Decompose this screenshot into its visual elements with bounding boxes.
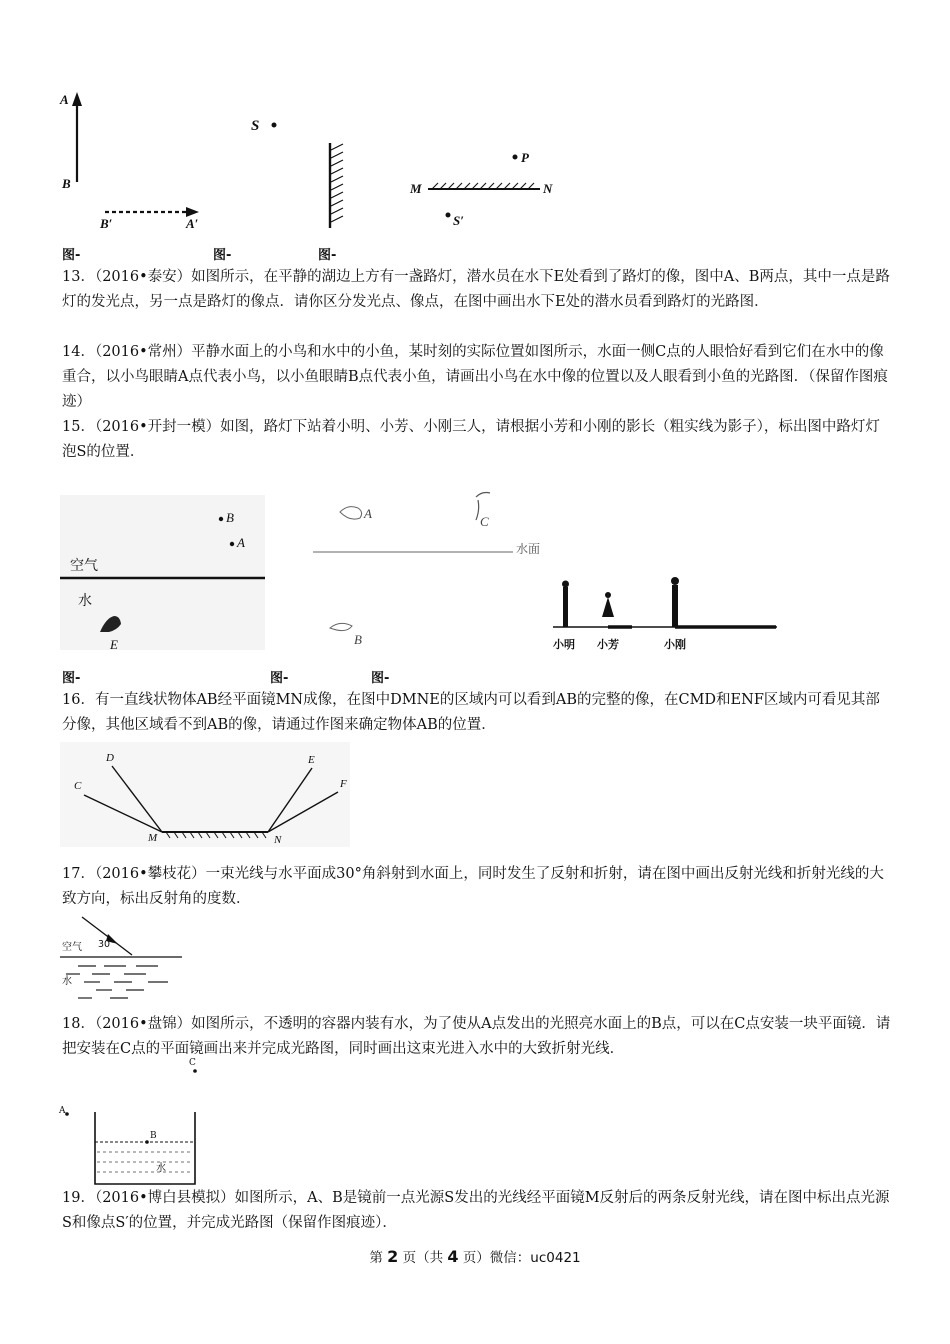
label-b: B bbox=[150, 1131, 157, 1141]
total-pages: 4 bbox=[447, 1247, 459, 1266]
current-page-number: 2 bbox=[387, 1247, 399, 1266]
label-xiaogang: 小刚 bbox=[664, 638, 686, 651]
label-e: E bbox=[110, 637, 118, 652]
footer-suffix: 页）微信：uc0421 bbox=[462, 1250, 581, 1266]
label-xiaoming: 小明 bbox=[553, 638, 575, 651]
question-16: 16．有一直线状物体AB经平面镜MN成像，在图中DMNE的区域内可以看到AB的完整的像，在CMD和ENF区域内可看见其部分像，其他区域看不到AB的像，请通过作图来确定物体AB的位置． bbox=[62, 692, 880, 733]
figure-caption: 图- bbox=[213, 248, 232, 263]
question-13: 13．（2016•泰安）如图所示，在平静的湖边上方有一盏路灯，潜水员在水下E处看到了路灯的像，图中A、B两点，其中一点是路灯的发光点，另一点是路灯的像点．请你区分发光点、像点，在图中画出水下E处的潜水员看到路灯的光路图． bbox=[62, 269, 890, 310]
label-c: C bbox=[74, 780, 82, 792]
label-n: N bbox=[543, 181, 553, 196]
page-footer bbox=[0, 1246, 950, 1266]
label-a: A bbox=[59, 1106, 66, 1116]
angle-label: 30° bbox=[98, 939, 115, 950]
question-15: 15．（2016•开封一模）如图，路灯下站着小明、小芳、小刚三人，请根据小芳和小刚的影长（粗实线为影子），标出图中路灯灯泡S的位置． bbox=[62, 419, 880, 460]
label-m: M bbox=[148, 832, 158, 844]
figure-caption: 图- bbox=[270, 671, 289, 686]
label-b: B bbox=[354, 632, 362, 647]
footer-prefix: 第 bbox=[369, 1250, 383, 1266]
label-n: N bbox=[274, 834, 282, 846]
label-b: B bbox=[226, 510, 234, 525]
label-c: C bbox=[480, 514, 489, 529]
figure-caption: 图- bbox=[371, 671, 390, 686]
figure-caption: 图- bbox=[62, 248, 81, 263]
label-a: A bbox=[237, 535, 245, 550]
label-air: 空气 bbox=[70, 558, 98, 574]
label-water: 水 bbox=[156, 1163, 166, 1174]
label-p: P bbox=[521, 150, 529, 165]
label-air: 空气 bbox=[62, 942, 82, 953]
label-m: M bbox=[410, 181, 422, 196]
label-b-prime: B′ bbox=[100, 216, 113, 231]
question-18: 18．（2016•盘锦）如图所示，不透明的容器内装有水，为了使从A点发出的光照亮水面上的B点，可以在C点安装一块平面镜．请把安装在C点的平面镜画出来并完成光路图，同时画出这束光进入水中的大致折射光线． bbox=[62, 1016, 891, 1057]
label-b: B bbox=[62, 176, 71, 191]
label-a-prime: A′ bbox=[186, 216, 199, 231]
label-s-prime: S′ bbox=[453, 213, 464, 228]
label-s: S bbox=[251, 118, 260, 134]
question-17: 17．（2016•攀枝花）一束光线与水平面成30°角斜射到水面上，同时发生了反射和折射，请在图中画出反射光线和折射光线的大致方向，标出反射角的度数． bbox=[62, 866, 884, 907]
label-water: 水 bbox=[62, 976, 72, 987]
label-e: E bbox=[308, 754, 315, 766]
label-xiaofang: 小芳 bbox=[597, 638, 619, 651]
question-14: 14．（2016•常州）平静水面上的小鸟和水中的小鱼，某时刻的实际位置如图所示，水面一侧C点的人眼恰好看到它们在水中的像重合，以小鸟眼睛A点代表小鸟，以小鱼眼睛B点代表小鱼，请画出小鸟在水中像的位置以及人眼看到小鱼的光路图．（保留作图痕迹） bbox=[62, 344, 888, 410]
label-a: A bbox=[60, 92, 69, 107]
figure-caption: 图- bbox=[318, 248, 337, 263]
label-c: C bbox=[189, 1058, 196, 1068]
label-a: A bbox=[364, 506, 372, 521]
footer-middle: 页（共 bbox=[402, 1250, 444, 1266]
label-water: 水 bbox=[78, 593, 92, 609]
label-water-surface: 水面 bbox=[516, 542, 541, 556]
figure-caption: 图- bbox=[62, 671, 81, 686]
question-19: 19．（2016•博白县模拟）如图所示，A、B是镜前一点光源S发出的光线经平面镜M反射后的两条反射光线，请在图中标出点光源S和像点S′的位置，并完成光路图（保留作图痕迹）． bbox=[62, 1190, 890, 1231]
label-d: D bbox=[106, 752, 114, 764]
label-f: F bbox=[340, 778, 347, 790]
